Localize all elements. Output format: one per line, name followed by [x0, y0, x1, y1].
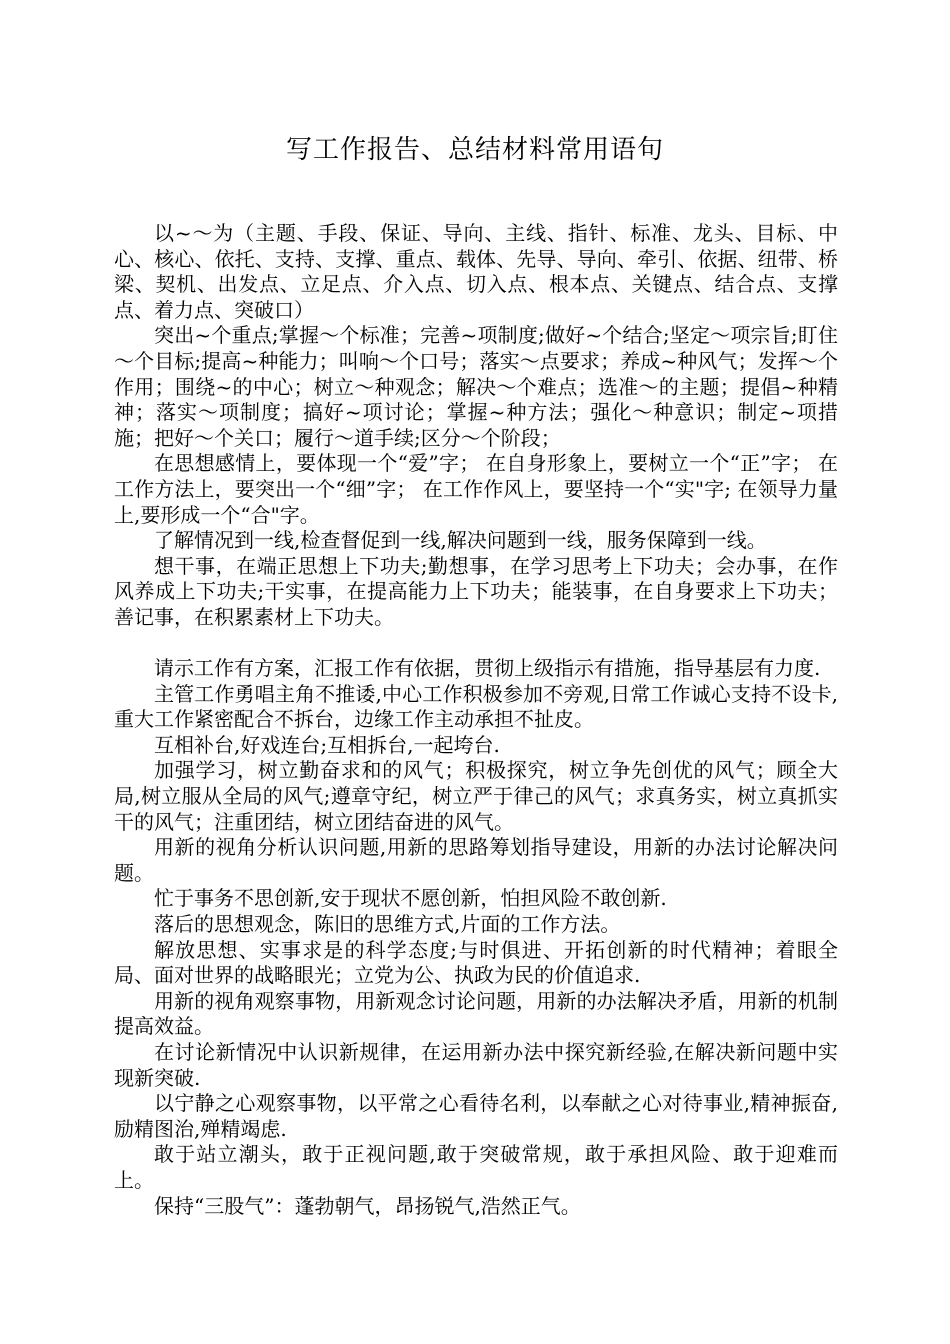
paragraph-calm-mind: 以宁静之心观察事物，以平常之心看待名利，以奉献之心对待事业,精神振奋,励精图治,殚精竭虑. [114, 1091, 838, 1141]
paragraph-scientific-attitude: 解放思想、实事求是的科学态度;与时俱进、开拓创新的时代精神；着眼全局、面对世界的战略眼光；立党为公、执政为民的价值追求. [114, 937, 838, 988]
paragraph-theme-list: 以~～为（主题、手段、保证、导向、主线、指针、标准、龙头、目标、中心、核心、依托、支持、支撑、重点、载体、先导、导向、牵引、依据、纽带、桥梁、契机、出发点、立足点、介入点、切入点、根本点、关键点、结合点、支撑点、着力点、突破口） [114, 221, 838, 322]
paragraph-six-efforts: 想干事，在端正思想上下功夫;勤想事，在学习思考上下功夫；会办事，在作风养成上下功夫;干实事，在提高能力上下功夫；能装事，在自身要求上下功夫；善记事，在积累素材上下功夫。 [114, 553, 838, 629]
paragraph-spacer [114, 631, 838, 657]
paragraph-three-spirits: 保持“三股气”：蓬勃朝气，昂扬锐气,浩然正气。 [154, 1193, 581, 1218]
paragraph-new-perspective: 用新的视角分析认识问题,用新的思路筹划指导建设，用新的办法讨论解决问题。 [114, 835, 838, 885]
paragraph-innovation-barriers: 忙于事务不思创新,安于现状不愿创新，怕担风险不敢创新. [154, 886, 667, 911]
paragraph-frontline: 了解情况到一线,检查督促到一线,解决问题到一线，服务保障到一线。 [154, 528, 767, 553]
paragraph-new-methods: 用新的视角观察事物，用新观念讨论问题，用新的办法解决矛盾，用新的机制提高效益。 [114, 988, 838, 1039]
paragraph-reporting: 请示工作有方案，汇报工作有依据，贯彻上级指示有措施，指导基层有力度. [154, 656, 821, 681]
document-title: 写工作报告、总结材料常用语句 [285, 135, 664, 165]
paragraph-key-points: 突出~个重点;掌握～个标准；完善~项制度;做好~个结合;坚定～项宗旨;盯住～个目标;提高~种能力；叫响～个口号；落实～点要求；养成~种风气；发挥～个作用；围绕~的中心；树立～种观念；解决～个难点；选准～的主题；提倡~种精神；落实～项制度；搞好~项讨论；掌握~种方法；强化～种意识；制定~项措施；把好～个关口；履行～道手续;区分～个阶段； [114, 323, 838, 450]
paragraph-mutual-support: 互相补台,好戏连台;互相拆台,一起垮台. [154, 732, 500, 757]
document-body [114, 221, 838, 1219]
paragraph-cooperation: 主管工作勇唱主角不推诿,中心工作积极参加不旁观,日常工作诚心支持不设卡,重大工作紧密配合不拆台，边缘工作主动承担不扯皮。 [114, 681, 838, 732]
paragraph-outdated-thinking: 落后的思想观念，陈旧的思维方式,片面的工作方法。 [154, 912, 621, 937]
paragraph-atmosphere: 加强学习，树立勤奋求和的风气；积极探究，树立争先创优的风气；顾全大局,树立服从全局的风气;遵章守纪，树立严于律己的风气；求真务实，树立真抓实干的风气；注重团结，树立团结奋进的风气。 [114, 758, 838, 834]
paragraph-five-characters: 在思想感情上，要体现一个“爱”字； 在自身形象上，要树立一个“正”字； 在工作方法上，要突出一个“细”字； 在工作作风上，要坚持一个“实"字; 在领导力量上,要形成一个“合"字。 [114, 451, 838, 527]
paragraph-new-rules: 在讨论新情况中认识新规律，在运用新办法中探究新经验,在解决新问题中实现新突破. [114, 1040, 838, 1090]
paragraph-courage: 敢于站立潮头，敢于正视问题,敢于突破常规，敢于承担风险、敢于迎难而上。 [114, 1142, 838, 1192]
